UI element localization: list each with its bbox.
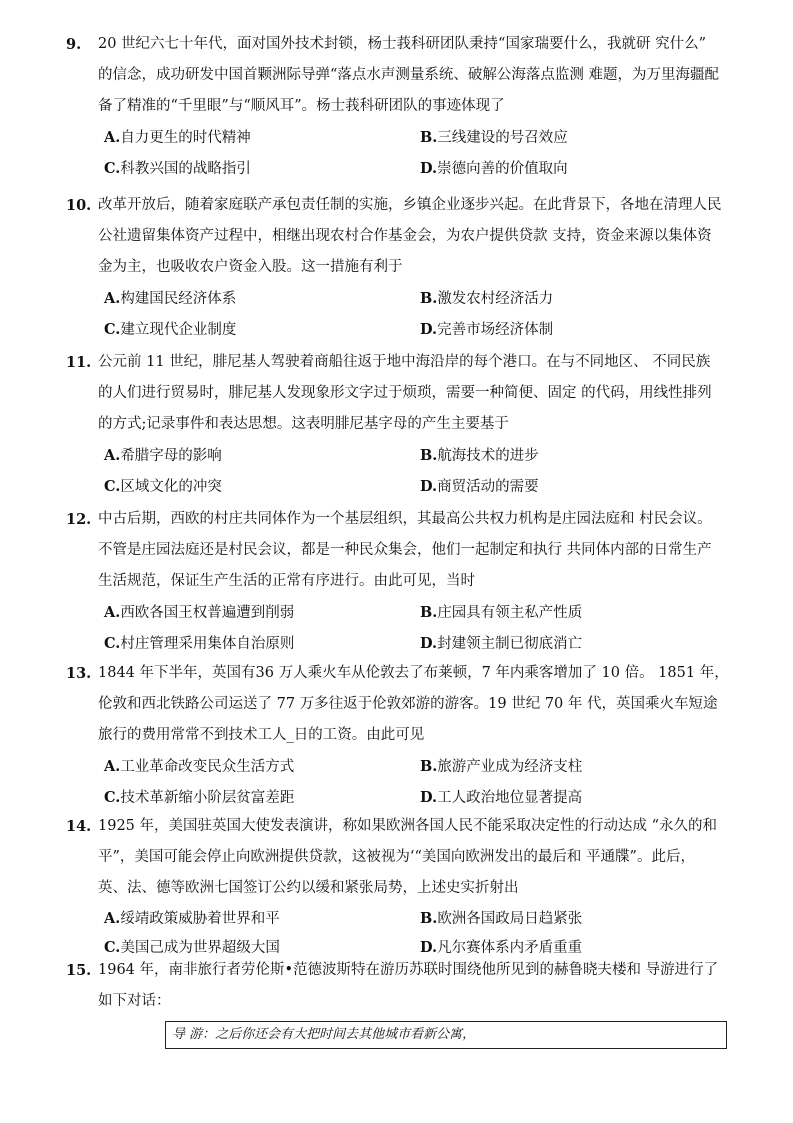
options (104, 283, 746, 345)
question-14 (66, 817, 746, 962)
question-stem (98, 347, 746, 440)
stem-line: 金为主，也吸收农户资金入股。这一措施有利于 (98, 259, 403, 275)
option-a[interactable]: A.西欧各国王权普遍遭到削弱 (104, 604, 295, 621)
stem-line: 公社遗留集体资产过程中，相继出现农村合作基金会，为农户提供贷款 支持，资金来源以集体资 (98, 228, 712, 244)
question-number: 12. (66, 511, 92, 528)
stem-line: 如下对话： (98, 993, 171, 1009)
option-c[interactable]: C.技术革新缩小阶层贫富差距 (104, 789, 295, 806)
question-number: 9. (66, 36, 82, 53)
options (104, 597, 746, 659)
option-c[interactable]: C.科教兴国的战略指引 (104, 160, 251, 177)
stem-line: 英、法、德等欧洲七国签订公约以缓和紧张局势，上述史实折射出 (98, 880, 519, 896)
question-9 (66, 35, 746, 184)
stem-line: 生活规范，保证生产生活的正常有序进行。由此可见，当时 (98, 573, 475, 589)
option-b[interactable]: B.激发农村经济活力 (420, 290, 554, 307)
option-b[interactable]: B.航海技术的进步 (420, 447, 539, 464)
question-stem (98, 658, 746, 751)
question-stem (98, 29, 746, 122)
option-a[interactable]: A.希腊字母的影响 (104, 447, 222, 464)
option-d[interactable]: D.凡尔赛体系内矛盾重重 (420, 939, 583, 956)
question-stem (98, 504, 746, 597)
option-b[interactable]: B.旅游产业成为经济支柱 (420, 758, 583, 775)
options (104, 751, 746, 813)
option-b[interactable]: B.三线建设的号召效应 (420, 129, 568, 146)
question-10 (66, 196, 746, 345)
stem-line: 公元前 11 世纪，腓尼基人驾驶着商船往返于地中海沿岸的每个港口。在与不同地区、 不同民族 (98, 354, 711, 370)
stem-line: 改革开放后，随着家庭联产承包责任制的实施，乡镇企业逐步兴起。在此背景下，各地在清理人民 (98, 197, 722, 213)
question-number: 10. (66, 197, 92, 214)
question-stem (98, 190, 746, 283)
question-number: 15. (66, 962, 92, 979)
option-d[interactable]: D.完善市场经济体制 (420, 321, 554, 338)
stem-line: 旅行的费用常常不到技术工人_日的工资。由此可见 (98, 727, 425, 743)
option-c[interactable]: C.区域文化的冲突 (104, 478, 222, 495)
option-a[interactable]: A.构建国民经济体系 (104, 290, 237, 307)
option-d[interactable]: D.封建领主制已彻底消亡 (420, 635, 583, 652)
option-b[interactable]: B.欧洲各国政局日趋紧张 (420, 910, 583, 927)
stem-line: 20 世纪六七十年代，面对国外技术封锁，杨士莪科研团队秉持“国家瑞要什么，我就研 究什么” (98, 36, 706, 52)
question-number: 14. (66, 818, 92, 835)
option-d[interactable]: D.崇德向善的价值取向 (420, 160, 568, 177)
option-c[interactable]: C.村庄管理采用集体自治原则 (104, 635, 295, 652)
stem-line: 不管是庄园法庭还是村民会议，都是一种民众集会，他们一起制定和执行 共同体内部的日常生产 (98, 542, 712, 558)
options (104, 122, 746, 184)
option-c[interactable]: C.建立现代企业制度 (104, 321, 237, 338)
options (104, 904, 746, 962)
stem-line: 伦敦和西北铁路公司运送了 77 万多往返于伦敦郊游的游客。19 世纪 70 年 代，英国乘火车短途 (98, 696, 718, 712)
stem-line: 1925 年，美国驻英国大使发表演讲，称如果欧洲各国人民不能采取决定性的行动达成 “永久的和 (98, 818, 718, 834)
option-a[interactable]: A.自力更生的时代精神 (104, 129, 251, 146)
stem-line: 的人们进行贸易时，腓尼基人发现象形文字过于烦琐，需要一种简便、固定 的代码，用线性排列 (98, 385, 712, 401)
stem-line: 平”，美国可能会停止向欧洲提供贷款，这被视为‘“美国向欧洲发出的最后和 平通牒”。此后， (98, 849, 695, 865)
question-11 (66, 353, 746, 502)
stem-line: 1964 年，南非旅行者劳伦斯•范德波斯特在游历苏联时围绕他所见到的赫鲁晓夫楼和 导游进行了 (98, 962, 719, 978)
question-stem (98, 811, 746, 904)
question-12 (66, 510, 746, 659)
question-number: 11. (66, 354, 92, 371)
options (104, 440, 746, 502)
option-a[interactable]: A.绥靖政策威胁着世界和平 (104, 910, 280, 927)
stem-line: 的信念，成功研发中国首颗洲际导弹“落点水声测量系统、破解公海落点监测 难题，为万里海疆配 (98, 67, 720, 83)
question-number: 13. (66, 665, 92, 682)
stem-line: 1844 年下半年，英国有36 万人乘火车从伦敦去了布莱顿，7 年内乘客增加了 10 倍。 1851 年， (98, 665, 729, 681)
option-a[interactable]: A.工业革命改变民众生活方式 (104, 758, 295, 775)
question-13 (66, 664, 746, 813)
stem-line: 中古后期，西欧的村庄共同体作为一个基层组织，其最高公共权力机构是庄园法庭和 村民会议。 (98, 511, 712, 527)
option-d[interactable]: D.商贸活动的需要 (420, 478, 539, 495)
question-stem (98, 955, 746, 1017)
question-15 (66, 961, 746, 1017)
option-b[interactable]: B.庄园具有领主私产性质 (420, 604, 583, 621)
stem-line: 备了精准的“千里眼”与“顺风耳”。杨士莪科研团队的事迹体现了 (98, 98, 505, 114)
dialog-box: 导 游：之后你还会有大把时间去其他城市看新公寓， (165, 1021, 727, 1049)
stem-line: 的方式;记录事件和表达思想。这表明腓尼基字母的产生主要基于 (98, 416, 509, 432)
option-c[interactable]: C.美国己成为世界超级大国 (104, 939, 280, 956)
option-d[interactable]: D.工人政治地位显著提高 (420, 789, 583, 806)
